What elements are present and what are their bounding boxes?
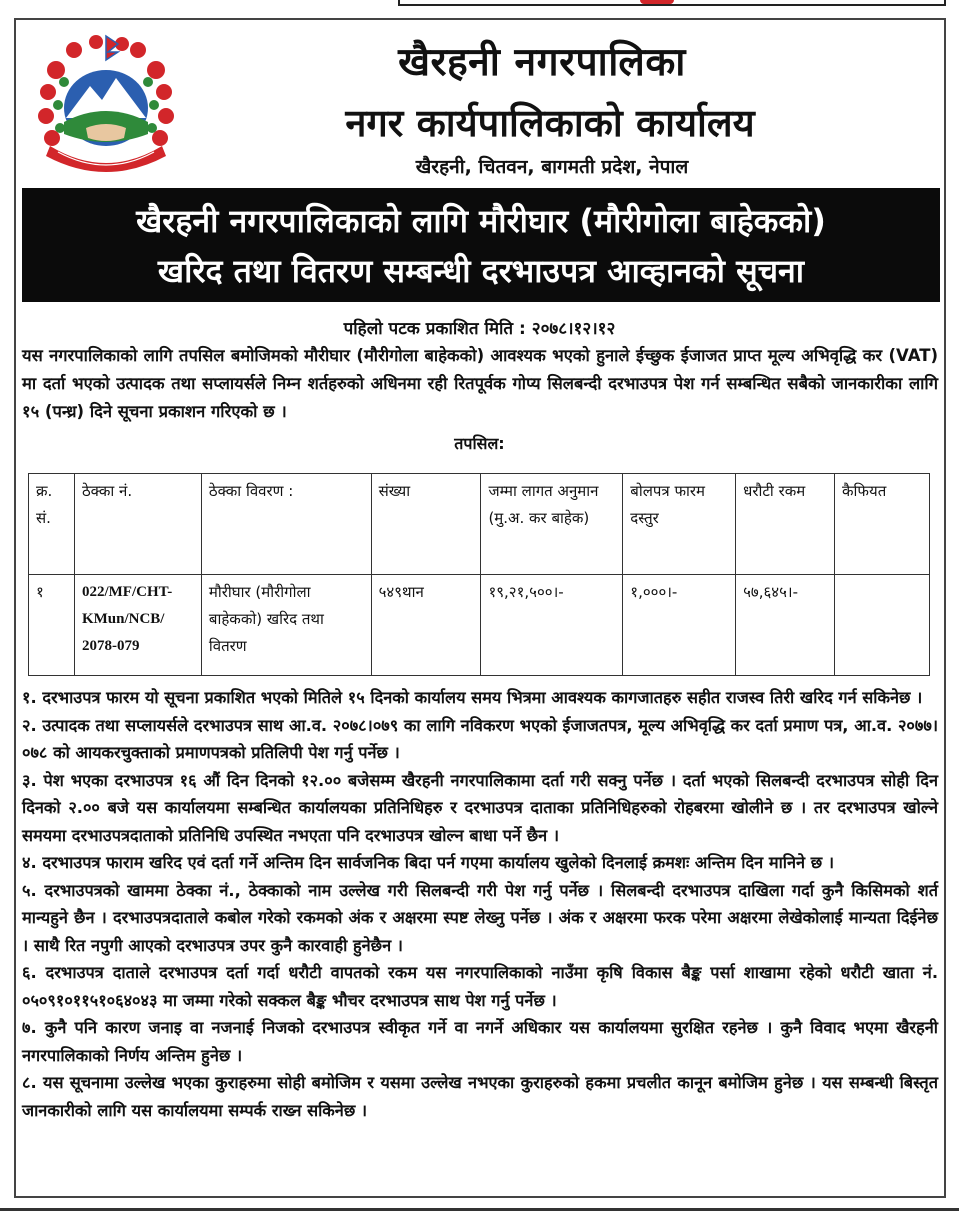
schedule-label: तपसिल:: [454, 434, 505, 453]
term-clause: ८. यस सूचनामा उल्लेख भएका कुराहरुमा सोही बमोजिम र यसमा उल्लेख नभएका कुराहरुको हकमा प्रचलीत कानून बमोजिम हुनेछ । यस सम्बन्धी बिस्तृत जानकारीको लागि यस कार्यालयमा सम्पर्क राख्न सकिनेछ ।: [22, 1073, 938, 1120]
publication-date: पहिलो पटक प्रकाशित मिति : २०७८।१२।१२: [343, 319, 616, 339]
table-header-cell: ठेक्का विवरण :: [201, 474, 371, 575]
terms-list: [22, 684, 938, 1124]
remarks-cell: [835, 575, 930, 676]
table-header-cell: संख्या: [371, 474, 481, 575]
contract-schedule-table: [28, 473, 930, 676]
quantity-cell: ५४९थान: [371, 575, 481, 676]
contract-number-cell: 022/MF/CHT-KMun/NCB/ 2078-079: [74, 575, 201, 676]
office-address: खैरहनी, चितवन, बागमती प्रदेश, नेपाल: [415, 156, 689, 178]
table-header-cell: क्र. सं.: [29, 474, 75, 575]
cost-estimate-cell: १९,२१,५००।-: [481, 575, 623, 676]
table-header-cell: बोलपत्र फारम दस्तुर: [623, 474, 736, 575]
bottom-divider: [0, 1208, 959, 1211]
table-header-cell: धरौटी रकम: [736, 474, 835, 575]
municipality-name: खैरहनी नगरपालिका: [398, 40, 686, 85]
term-clause: ६. दरभाउपत्र दाताले दरभाउपत्र दर्ता गर्दा धरौटी वापतको रकम यस नगरपालिकाको नाउँमा कृषि विकास बैङ्क पर्सा शाखामा रहेको धरौटी खाता नं. ०५०९१०११५१०६४०४३ मा जम्मा गरेको सक्कल बैङ्क भौचर दरभाउपत्र साथ पेश गर्नु पर्नेछ ।: [22, 963, 938, 1010]
notice-title-line-2: खरिद तथा वितरण सम्बन्धी दरभाउपत्र आव्हानको सूचना: [157, 252, 805, 290]
table-header-cell: जम्मा लागत अनुमान (मु.अ. कर बाहेक): [481, 474, 623, 575]
table-header-row: [29, 474, 930, 575]
contract-description-cell: मौरीघार (मौरीगोला बाहेकको) खरिद तथा वितरण: [201, 575, 371, 676]
notice-title-banner: [22, 188, 940, 302]
serial-number-cell: १: [29, 575, 75, 676]
table-header-cell: कैफियत: [835, 474, 930, 575]
intro-paragraph: यस नगरपालिकाको लागि तपसिल बमोजिमको मौरीघार (मौरीगोला बाहेकको) आवश्यक भएको हुनाले ईच्छुक ईजाजत प्राप्त मूल्य अभिवृद्धि कर (VAT) मा दर्ता भएको उत्पादक तथा सप्लायर्सले निम्न शर्तहरुको अधिनमा रही रितपूर्वक गोप्य सिलबन्दी दरभाउपत्र पेश गर्न सम्बन्धित सबैको जानकारीका लागि १५ (पन्ध्र) दिने सूचना प्रकाशन गरिएको छ ।: [22, 346, 938, 421]
term-clause: ७. कुनै पनि कारण जनाइ वा नजनाई निजको दरभाउपत्र स्वीकृत गर्ने वा नगर्ने अधिकार यस कार्यालयमा सुरक्षित रहनेछ । कुनै विवाद भएमा खैरहनी नगरपालिकाको निर्णय अन्तिम हुनेछ ।: [22, 1018, 938, 1065]
term-clause: १. दरभाउपत्र फारम यो सूचना प्रकाशित भएको मितिले १५ दिनको कार्यालय समय भित्रमा आवश्यक कागजातहरु सहीत राजस्व तिरी खरिद गर्न सकिनेछ ।: [22, 688, 923, 707]
term-clause: २. उत्पादक तथा सप्लायर्सले दरभाउपत्र साथ आ.व. २०७८।०७९ का लागि नविकरण भएको ईजाजतपत्र, मूल्य अभिवृद्धि कर दर्ता प्रमाण पत्र, आ.व. २०७७।०७८ को आयकरचुक्ताको प्रमाणपत्रको प्रतिलिपी पेश गर्नु पर्नेछ ।: [22, 715, 938, 762]
office-name: नगर कार्यपालिकाको कार्यालय: [345, 101, 755, 145]
term-clause: ५. दरभाउपत्रको खाममा ठेक्का नं., ठेक्काको नाम उल्लेख गरी सिलबन्दी गरी पेश गर्नु पर्नेछ । सिलबन्दी दरभाउपत्र दाखिला गर्दा कुनै किसिमको शर्त मान्यहुने छैन । दरभाउपत्रदाताले कबोल गरेको रकमको अंक र अक्षरमा स्पष्ट लेख्नु पर्नेछ । अंक र अक्षरमा फरक परेमा अक्षरमा लेखेकोलाई मान्यता दिईनेछ । साथै रित नपुगी आएको दरभाउपत्र उपर कुनै कारवाही हुनेछैन ।: [22, 880, 938, 955]
term-clause: ४. दरभाउपत्र फाराम खरिद एवं दर्ता गर्ने अन्तिम दिन सार्वजनिक बिदा पर्न गएमा कार्यालय खुलेको दिनलाई क्रमशः अन्तिम दिन मानिने छ ।: [22, 853, 835, 872]
municipality-emblem-icon: [28, 30, 184, 180]
deposit-cell: ५७,६४५।-: [736, 575, 835, 676]
table-header-cell: ठेक्का नं.: [74, 474, 201, 575]
notice-title-line-1: खैरहनी नगरपालिकाको लागि मौरीघार (मौरीगोला बाहेकको): [136, 202, 826, 240]
term-clause: ३. पेश भएका दरभाउपत्र १६ औं दिन दिनको १२.०० बजेसम्म खैरहनी नगरपालिकामा दर्ता गरी सक्नु पर्नेछ । दर्ता भएको सिलबन्दी दरभाउपत्र सोही दिन दिनको २.०० बजे यस कार्यालयमा सम्बन्धित कार्यालयका प्रतिनिधिहरु र दरभाउपत्र दाताका प्रतिनिधिहरुको रोहबरमा खोलीने छ । तर दरभाउपत्र खोल्ने समयमा दरभाउपत्रदाताको प्रतिनिधि उपस्थित नभएता पनि दरभाउपत्र खोल्न बाधा पर्ने छैन ।: [22, 770, 938, 845]
top-clip-red-mark: [640, 0, 674, 4]
table-row: [29, 575, 930, 676]
form-fee-cell: १,०००।-: [623, 575, 736, 676]
